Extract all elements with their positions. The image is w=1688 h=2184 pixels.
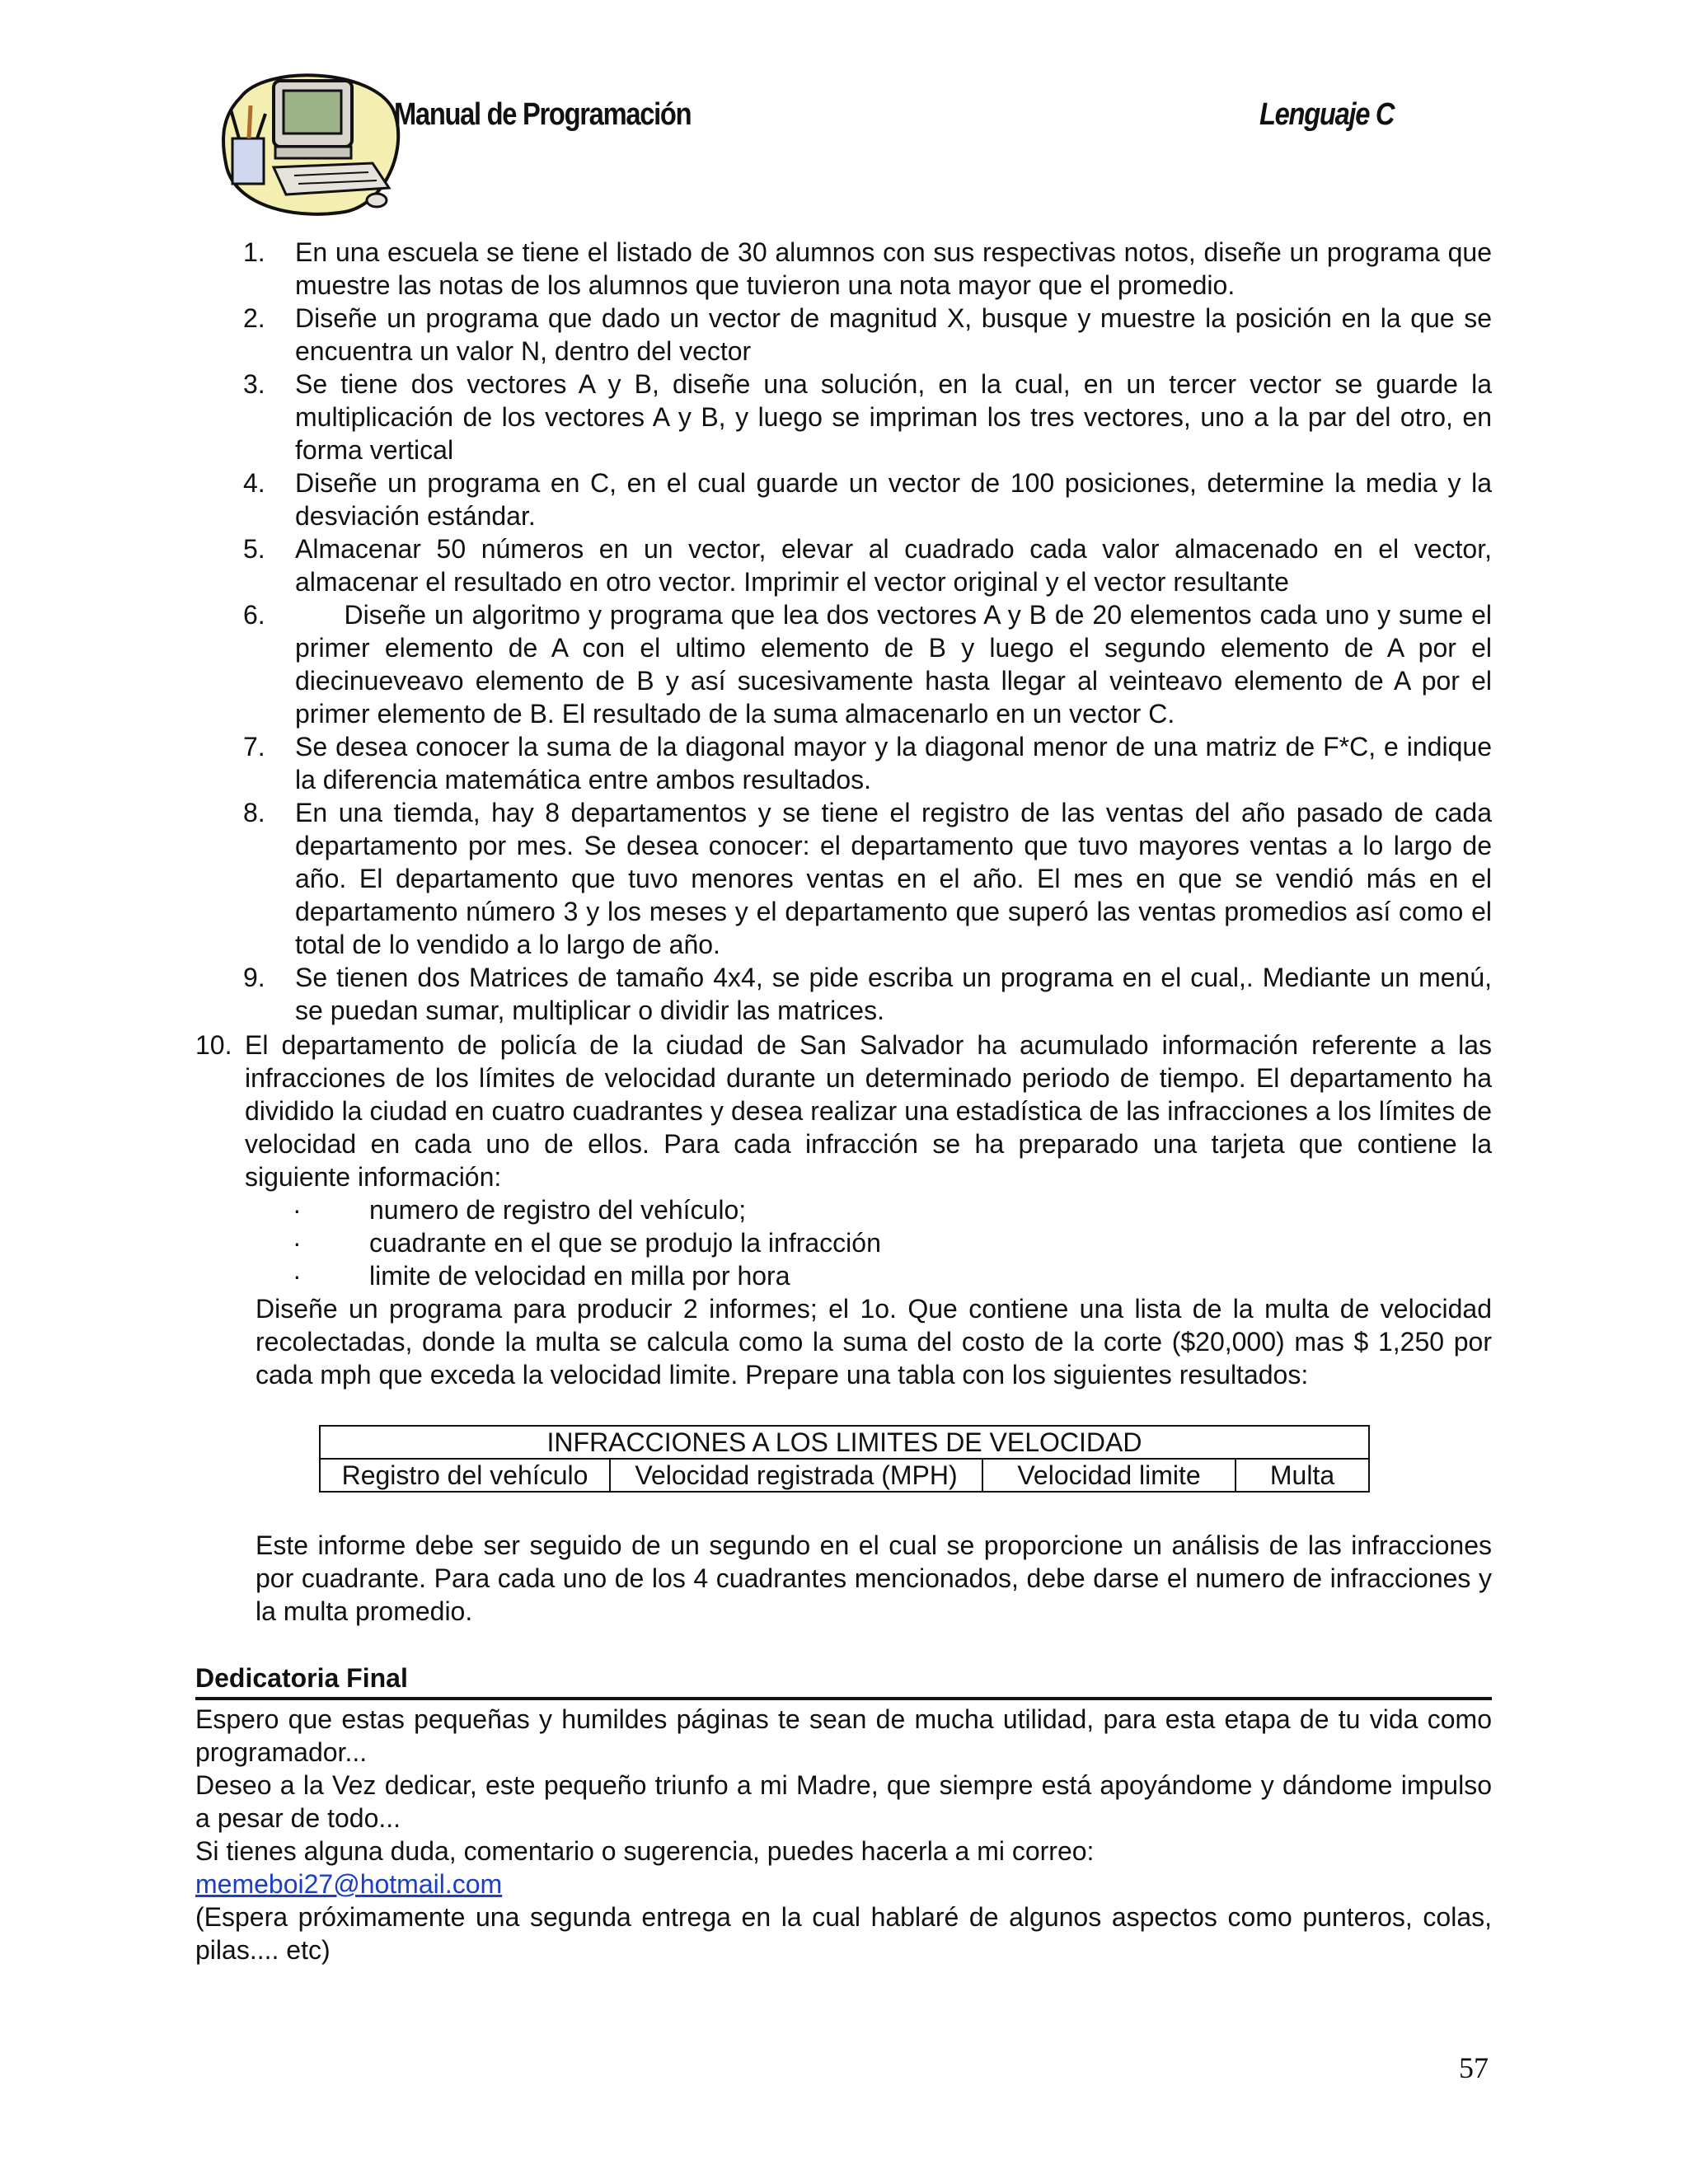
item-number: 1. [243,237,265,267]
item-number: 3. [243,369,265,399]
bullet-text: cuadrante en el que se produjo la infracción [369,1228,881,1258]
bullet-item [293,1193,1199,1226]
bullet-item [293,1226,1199,1259]
exercise-list [243,236,1499,1027]
list-item [243,730,1492,796]
item-number: 10. [195,1030,232,1060]
item-number: 9. [243,963,265,992]
list-item [243,961,1492,1027]
header-subtitle: Lenguaje C [1259,97,1395,132]
dedication-paragraph: (Espera próximamente una segunda entrega en la cual hablaré de algunos aspectos como punteros, colas, pilas.... etc) [195,1902,1492,1965]
infractions-table [319,1425,1370,1493]
column-header: Velocidad registrada (MPH) [610,1459,982,1492]
page-number: 57 [1459,2051,1489,2084]
bullet-item [293,1259,1199,1292]
list-item [243,302,1492,368]
item-text: Se tienen dos Matrices de tamaño 4x4, se pide escriba un programa en el cual,. Mediante un menú, se puedan sumar, multiplicar o dividir las matrices. [295,963,1492,1025]
paragraph-report-2: Este informe debe ser seguido de un segundo en el cual se proporcione un análisis de las infracciones por cuadrante. Para cada uno de los 4 cuadrantes mencionados, debe darse el numero de infracciones y la multa promedio. [256,1530,1492,1626]
bullet-text: numero de registro del vehículo; [369,1195,747,1225]
item-text: Se desea conocer la suma de la diagonal mayor y la diagonal menor de una matriz de F*C, e indique la diferencia matemática entre ambos resultados. [295,732,1492,794]
table-title-row [320,1426,1369,1459]
list-item [243,236,1492,302]
item-text: Se tiene dos vectores A y B, diseñe una solución, en la cual, en un tercer vector se guarde la multiplicación de los vectores A y B, y luego se impriman los tres vectores, uno a la par del otro, en forma vertical [295,369,1492,465]
list-item [243,532,1492,598]
dedication-paragraph: Si tienes alguna duda, comentario o sugerencia, puedes hacerla a mi correo: [195,1836,1095,1866]
list-item [243,466,1492,532]
bullet-list [293,1193,1199,1292]
bullet-dot: · [293,1228,302,1258]
item-text: Diseñe un programa en C, en el cual guarde un vector de 100 posiciones, determine la media y la desviación estándar. [295,468,1492,531]
item-text: Diseñe un programa que dado un vector de magnitud X, busque y muestre la posición en la que se encuentra un valor N, dentro del vector [295,303,1492,366]
paragraph-report-1: Diseñe un programa para producir 2 informes; el 1o. Que contiene una lista de la multa de velocidad recolectadas, donde la multa se calcula como la suma del costo de la corte ($20,000) mas $ 1,250 por cada mph que exceda la velocidad limite. Prepare una tabla con los siguientes resultados: [256,1294,1492,1390]
item-number: 2. [243,303,265,333]
column-header: Multa [1236,1459,1369,1492]
section-title: Dedicatoria Final [195,1663,408,1693]
table-title: INFRACCIONES A LOS LIMITES DE VELOCIDAD [320,1426,1369,1459]
bullet-dot: · [293,1195,302,1225]
item-number: 6. [243,600,265,630]
computer-clipart-icon [216,64,406,221]
table-header-row [320,1459,1369,1492]
item-text: El departamento de policía de la ciudad de San Salvador ha acumulado información referente a las infracciones de los límites de velocidad durante un determinado periodo de tiempo. El departamento ha dividido la ciudad en cuatro cuadrantes y desea realizar una estadística de las infracciones a los límites de velocidad en cada uno de ellos. Para cada infracción se ha preparado una tarjeta que contiene la siguiente información: [245,1030,1492,1192]
dedication-paragraph: Deseo a la Vez dedicar, este pequeño triunfo a mi Madre, que siempre está apoyándome y dándome impulso a pesar de todo... [195,1770,1492,1833]
item-number: 5. [243,534,265,564]
dedication-body [195,1703,1492,1966]
section-divider [195,1697,1492,1700]
item-text: Diseñe un algoritmo y programa que lea dos vectores A y B de 20 elementos cada uno y sume el primer elemento de A con el ultimo elemento de B y luego el segundo elemento de A por el diecinueveavo elemento de B y así sucesivamente hasta llegar al veinteavo elemento de A por el primer elemento de B. El resultado de la suma almacenarlo en un vector C. [295,600,1499,729]
email-link[interactable]: memeboi27@hotmail.com [195,1869,503,1899]
column-header: Registro del vehículo [320,1459,610,1492]
list-item [243,598,1499,730]
list-item-10 [195,1029,1492,1193]
item-text: En una escuela se tiene el listado de 30 alumnos con sus respectivas notos, diseñe un programa que muestre las notas de los alumnos que tuvieron una nota mayor que el promedio. [295,237,1492,300]
header-title: Manual de Programación [394,97,692,132]
bullet-dot: · [293,1261,302,1291]
list-item [243,796,1492,961]
bullet-text: limite de velocidad en milla por hora [369,1261,790,1291]
item-number: 8. [243,798,265,827]
item-number: 4. [243,468,265,498]
list-item [243,368,1492,466]
dedication-paragraph: Espero que estas pequeñas y humildes páginas te sean de mucha utilidad, para esta etapa de tu vida como programador... [195,1704,1492,1767]
column-header: Velocidad limite [982,1459,1236,1492]
item-text: Almacenar 50 números en un vector, elevar al cuadrado cada valor almacenado en el vector, almacenar el resultado en otro vector. Imprimir el vector original y el vector resultante [295,534,1492,597]
item-number: 7. [243,732,265,762]
item-text: En una tiemda, hay 8 departamentos y se tiene el registro de las ventas del año pasado de cada departamento por mes. Se desea conocer: el departamento que tuvo mayores ventas a lo largo de año. El departamento que tuvo menores ventas en el año. El mes en que se vendió más en el departamento número 3 y los meses y el departamento que superó las ventas promedios así como el total de lo vendido a lo largo de año. [295,798,1492,959]
